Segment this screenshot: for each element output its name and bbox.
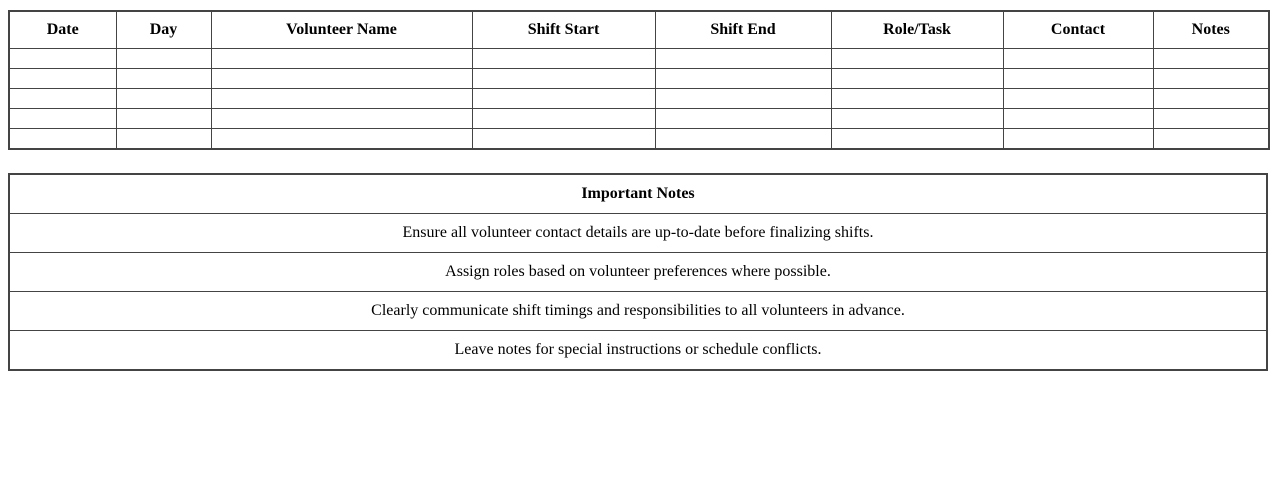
schedule-empty-row [9,49,1269,69]
schedule-empty-cell [9,109,116,129]
column-header-date: Date [9,11,116,49]
note-row [9,214,1267,253]
schedule-empty-cell [116,69,211,89]
schedule-empty-cell [9,69,116,89]
schedule-empty-cell [831,69,1003,89]
schedule-empty-cell [211,89,472,109]
schedule-empty-cell [831,89,1003,109]
schedule-empty-cell [472,69,655,89]
schedule-empty-cell [116,109,211,129]
note-text: Clearly communicate shift timings and responsibilities to all volunteers in advance. [9,292,1267,331]
schedule-empty-row [9,69,1269,89]
schedule-empty-row [9,109,1269,129]
schedule-body [9,49,1269,150]
schedule-empty-cell [1153,49,1269,69]
schedule-empty-cell [9,89,116,109]
schedule-empty-cell [831,109,1003,129]
schedule-empty-cell [116,49,211,69]
schedule-empty-cell [472,49,655,69]
schedule-empty-cell [9,129,116,150]
schedule-empty-cell [1003,69,1153,89]
schedule-empty-cell [1153,129,1269,150]
schedule-empty-cell [1003,129,1153,150]
schedule-empty-cell [1003,49,1153,69]
schedule-empty-cell [1153,89,1269,109]
schedule-empty-row [9,129,1269,150]
notes-header-row [9,174,1267,214]
note-row [9,253,1267,292]
notes-body [9,214,1267,371]
notes-table-title: Important Notes [9,174,1267,214]
column-header-shift-end: Shift End [655,11,831,49]
note-row [9,292,1267,331]
schedule-empty-row [9,89,1269,109]
schedule-empty-cell [1153,109,1269,129]
schedule-empty-cell [655,109,831,129]
schedule-empty-cell [116,89,211,109]
schedule-empty-cell [211,109,472,129]
schedule-empty-cell [211,69,472,89]
schedule-empty-cell [472,89,655,109]
schedule-empty-cell [472,109,655,129]
note-row [9,331,1267,371]
column-header-contact: Contact [1003,11,1153,49]
schedule-header-row [9,11,1269,49]
note-text: Leave notes for special instructions or schedule conflicts. [9,331,1267,371]
note-text: Ensure all volunteer contact details are up-to-date before finalizing shifts. [9,214,1267,253]
column-header-role-task: Role/Task [831,11,1003,49]
volunteer-shift-schedule-table [8,10,1270,150]
schedule-empty-cell [655,129,831,150]
note-text: Assign roles based on volunteer preferences where possible. [9,253,1267,292]
schedule-empty-cell [9,49,116,69]
important-notes-table [8,173,1268,371]
schedule-empty-cell [116,129,211,150]
schedule-empty-cell [655,69,831,89]
schedule-empty-cell [831,49,1003,69]
column-header-volunteer-name: Volunteer Name [211,11,472,49]
schedule-empty-cell [1153,69,1269,89]
column-header-day: Day [116,11,211,49]
schedule-empty-cell [831,129,1003,150]
column-header-shift-start: Shift Start [472,11,655,49]
schedule-empty-cell [1003,89,1153,109]
schedule-empty-cell [211,129,472,150]
schedule-empty-cell [655,49,831,69]
schedule-empty-cell [1003,109,1153,129]
schedule-empty-cell [655,89,831,109]
schedule-empty-cell [211,49,472,69]
column-header-notes: Notes [1153,11,1269,49]
schedule-empty-cell [472,129,655,150]
